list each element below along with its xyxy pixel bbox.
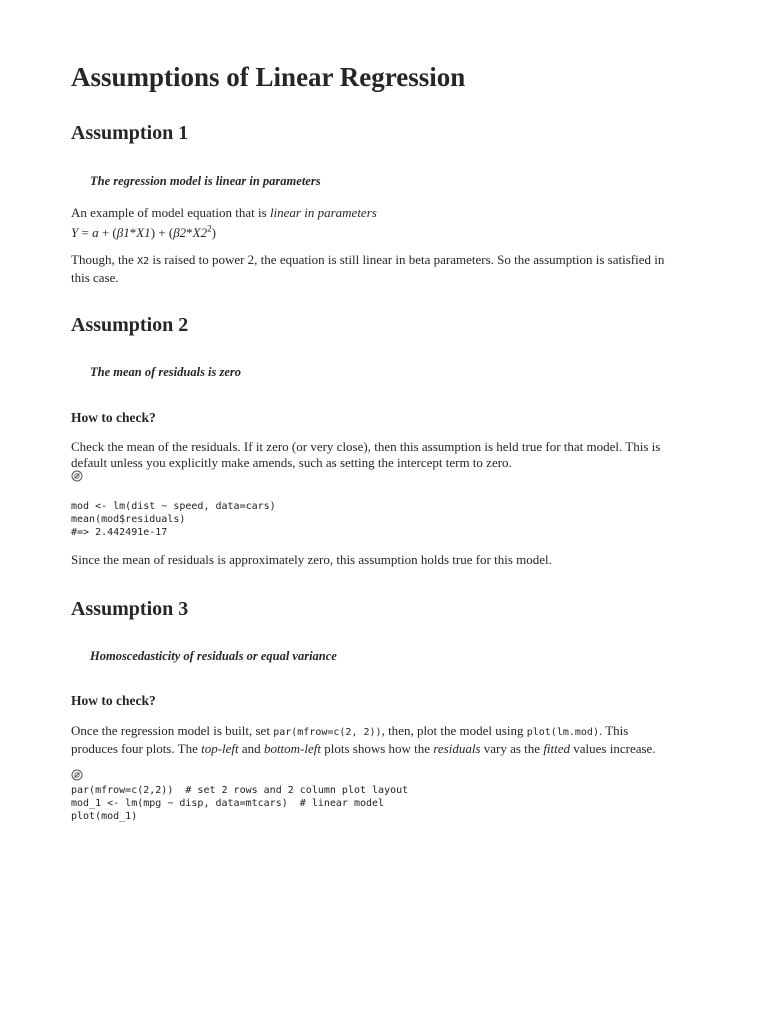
- assumption-2-conclusion: Since the mean of residuals is approximately zero, this assumption holds true for this model.: [71, 552, 552, 567]
- assumption-2-how-to-check: How to check?: [71, 410, 156, 425]
- assumption-3-statement: Homoscedasticity of residuals or equal variance: [90, 649, 337, 663]
- code-line: mod_1 <- lm(mpg ~ disp, data=mtcars) # linear model: [71, 798, 385, 809]
- page-title: Assumptions of Linear Regression: [71, 62, 466, 92]
- copy-code-icon[interactable]: [71, 469, 83, 487]
- code-line: par(mfrow=c(2,2)) # set 2 rows and 2 column plot layout: [71, 785, 409, 796]
- assumption-1-statement: The regression model is linear in parameters: [90, 174, 321, 188]
- code-block: [71, 500, 276, 539]
- code-line: mean(mod$residuals): [71, 514, 186, 525]
- intro-text: An example of model equation that is: [71, 205, 270, 220]
- code-line: plot(mod_1): [71, 811, 138, 822]
- code-line: mod <- lm(dist ~ speed, data=cars): [71, 501, 276, 512]
- assumption-3-how-to-check: How to check?: [71, 693, 156, 708]
- assumption-3-heading: Assumption 3: [71, 598, 189, 620]
- assumption-2-statement: The mean of residuals is zero: [90, 365, 242, 379]
- inline-code: X2: [137, 256, 150, 267]
- code-line: #=> 2.442491e-17: [71, 527, 168, 538]
- intro-emphasis: linear in parameters: [269, 205, 377, 220]
- assumption-3-paragraph: Once the regression model is built, set par(mfrow=c(2, 2)), then, plot the model using plot(lm.mod). This produces four plots. The top-left and bottom-left plots shows how the residuals vary as the fitted values increase.: [71, 723, 656, 756]
- inline-code: par(mfrow=c(2, 2)): [273, 727, 382, 738]
- assumption-2-paragraph: Check the mean of the residuals. If it zero (or very close), then this assumption is held true for that model. This is default unless you explicitly make amends, such as setting the intercept term to zero.: [71, 439, 661, 470]
- assumption-1-paragraph: Though, the X2 is raised to power 2, the equation is still linear in beta parameters. So the assumption is satisfied in this case.: [71, 252, 665, 285]
- inline-code: plot(lm.mod): [526, 727, 599, 738]
- assumption-2-heading: Assumption 2: [71, 314, 189, 336]
- assumption-1-heading: Assumption 1: [71, 122, 189, 144]
- model-equation: $Y = a + (\beta 1*X1) + (\beta 2*X2^2)$: [71, 224, 216, 241]
- assumption-1-intro: [71, 205, 671, 241]
- code-block: [71, 784, 408, 823]
